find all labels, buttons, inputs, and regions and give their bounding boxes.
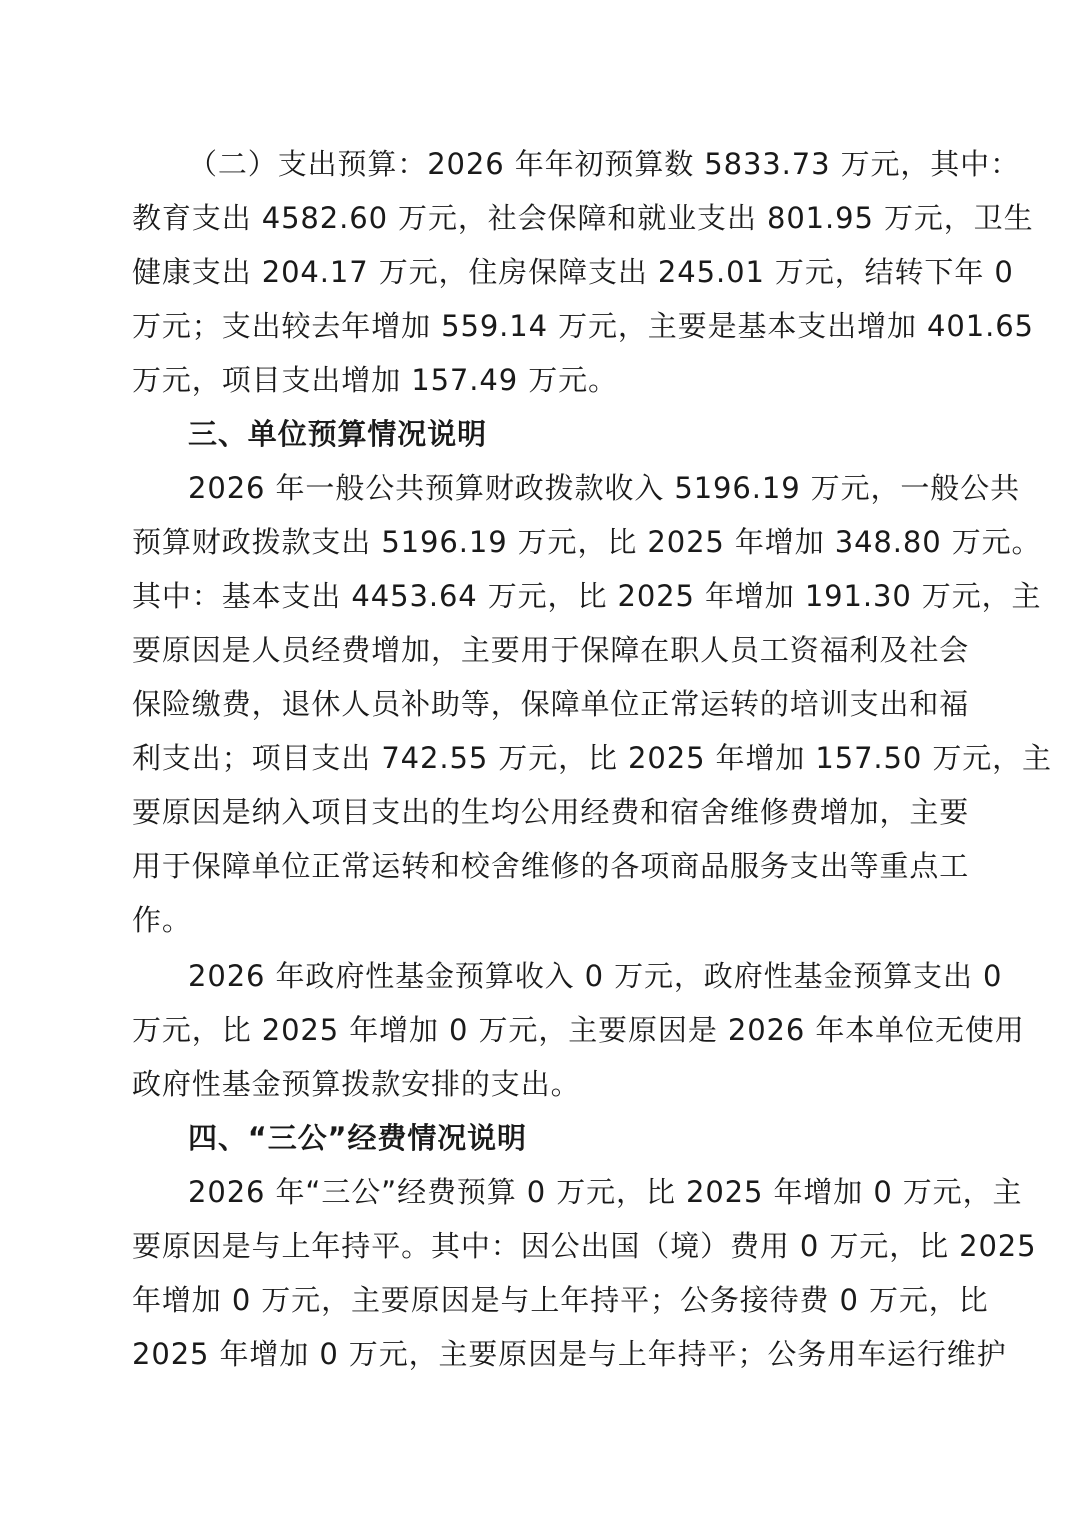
paragraph-line: 预算财政拨款支出 5196.19 万元，比 2025 年增加 348.80 万元。 — [132, 525, 1042, 559]
paragraph-line: 用于保障单位正常运转和校舍维修的各项商品服务支出等重点工 — [132, 849, 970, 883]
paragraph-line: 要原因是与上年持平。其中：因公出国（境）费用 0 万元，比 2025 — [132, 1229, 1037, 1263]
paragraph-line: 其中：基本支出 4453.64 万元，比 2025 年增加 191.30 万元，主 — [132, 579, 1042, 613]
paragraph-line: 年增加 0 万元，主要原因是与上年持平；公务接待费 0 万元，比 — [132, 1283, 989, 1317]
paragraph-line: 教育支出 4582.60 万元，社会保障和就业支出 801.95 万元，卫生 — [132, 201, 1034, 235]
paragraph-line: 万元；支出较去年增加 559.14 万元，主要是基本支出增加 401.65 — [132, 309, 1034, 343]
paragraph-line: 2026 年一般公共预算财政拨款收入 5196.19 万元，一般公共 — [188, 471, 1020, 505]
paragraph-line: 万元，项目支出增加 157.49 万元。 — [132, 363, 618, 397]
paragraph-line: 2026 年“三公”经费预算 0 万元，比 2025 年增加 0 万元，主 — [188, 1175, 1023, 1209]
paragraph-line: 要原因是人员经费增加，主要用于保障在职人员工资福利及社会 — [132, 633, 970, 667]
paragraph-line: 作。 — [132, 903, 192, 937]
paragraph-line: （二）支出预算：2026 年年初预算数 5833.73 万元，其中： — [188, 147, 1020, 181]
paragraph-line: 2026 年政府性基金预算收入 0 万元，政府性基金预算支出 0 — [188, 959, 1003, 993]
paragraph-line: 2025 年增加 0 万元，主要原因是与上年持平；公务用车运行维护 — [132, 1337, 1007, 1371]
section-heading: 四、“三公”经费情况说明 — [188, 1121, 527, 1155]
paragraph-line: 利支出；项目支出 742.55 万元，比 2025 年增加 157.50 万元，主 — [132, 741, 1052, 775]
paragraph-line: 健康支出 204.17 万元，住房保障支出 245.01 万元，结转下年 0 — [132, 255, 1014, 289]
paragraph-line: 要原因是纳入项目支出的生均公用经费和宿舍维修费增加，主要 — [132, 795, 970, 829]
paragraph-line: 政府性基金预算拨款安排的支出。 — [132, 1067, 581, 1101]
paragraph-line: 保险缴费，退休人员补助等，保障单位正常运转的培训支出和福 — [132, 687, 970, 721]
paragraph-line: 万元，比 2025 年增加 0 万元，主要原因是 2026 年本单位无使用 — [132, 1013, 1025, 1047]
section-heading: 三、单位预算情况说明 — [188, 417, 488, 451]
